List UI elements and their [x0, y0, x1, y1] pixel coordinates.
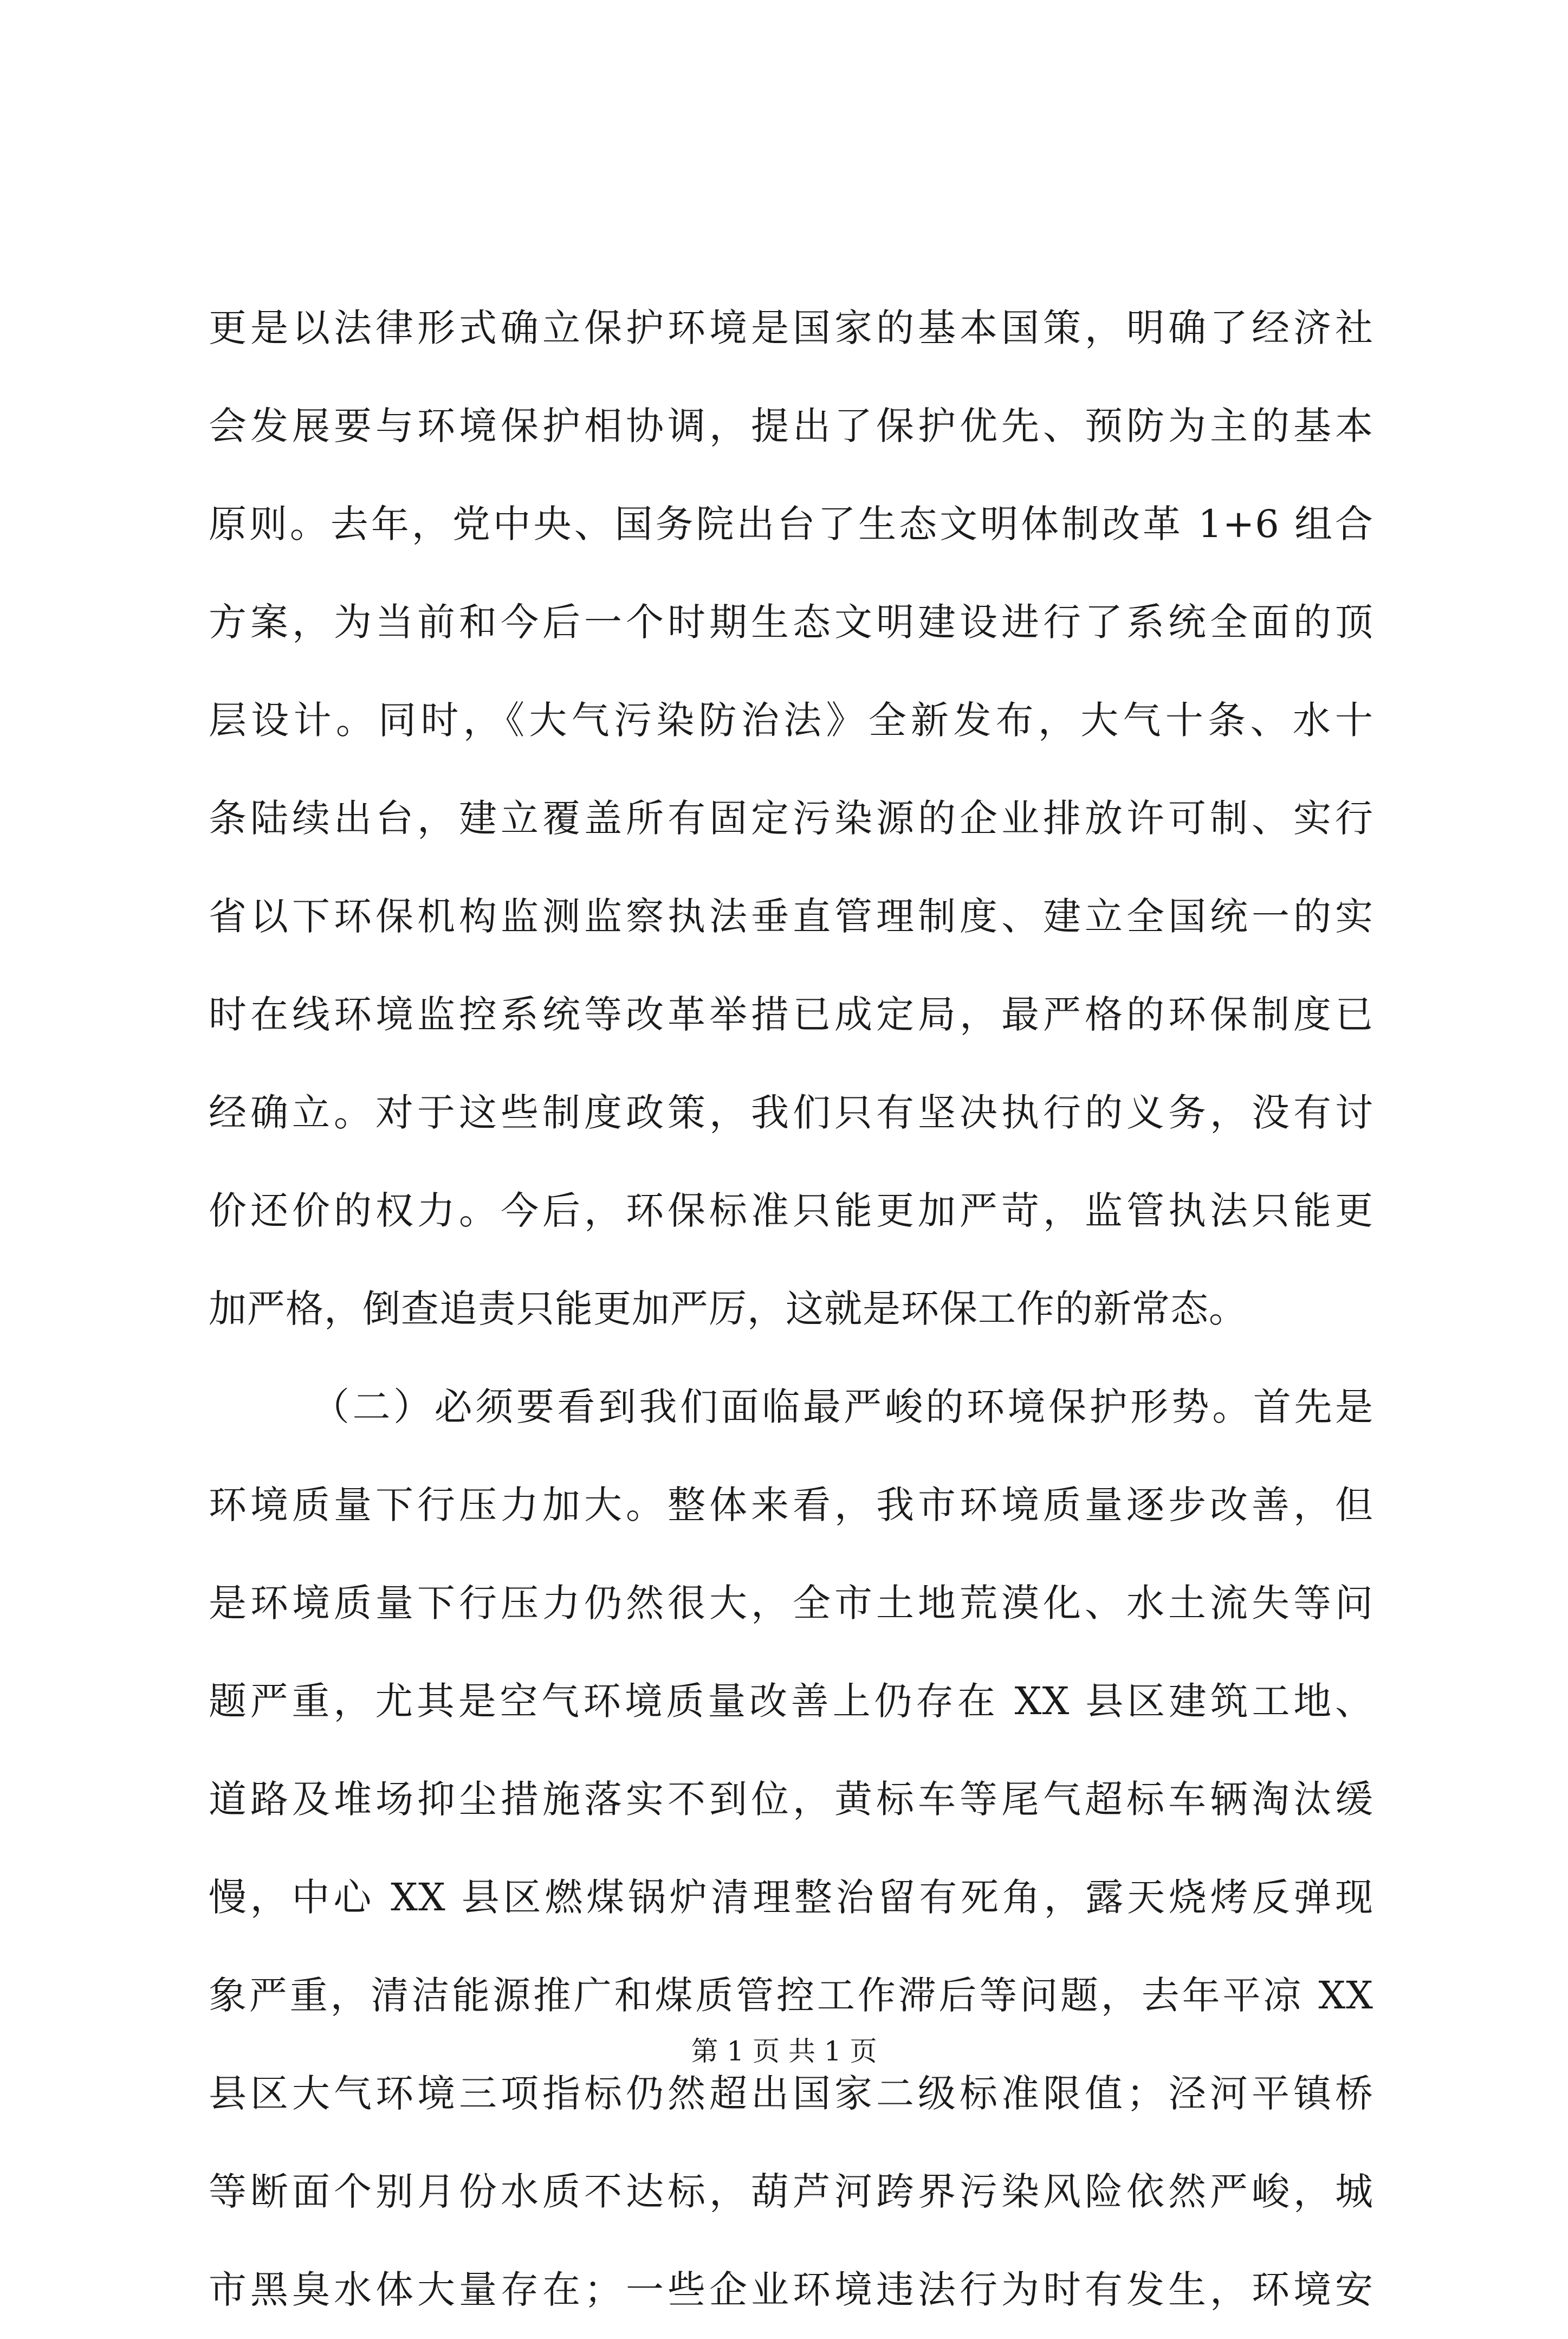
paragraph-start-line: （二）必须要看到我们面临最严峻的环境保护形势。首先是	[312, 1385, 1373, 1429]
text-line: 时在线环境监控系统等改革举措已成定局，最严格的环保制度已	[209, 992, 1373, 1037]
page-footer: 第 1 页 共 1 页	[691, 2036, 877, 2067]
text-line: 层设计。同时，《大气污染防治法》全新发布，大气十条、水十	[209, 698, 1373, 742]
text-line: 条陆续出台，建立覆盖所有固定污染源的企业排放许可制、实行	[209, 796, 1373, 841]
text-line: 道路及堆场抑尘措施落实不到位，黄标车等尾气超标车辆淘汰缓	[209, 1777, 1373, 1821]
text-line: 经确立。对于这些制度政策，我们只有坚决执行的义务，没有讨	[209, 1090, 1373, 1135]
text-line: 原则。去年，党中央、国务院出台了生态文明体制改革 1+6 组合	[209, 502, 1373, 546]
text-line: 加严格，倒查追责只能更加严厉，这就是环保工作的新常态。	[209, 1287, 1247, 1331]
text-line: 价还价的权力。今后，环保标准只能更加严苛，监管执法只能更	[209, 1188, 1373, 1233]
text-line: 是环境质量下行压力仍然很大，全市土地荒漠化、水土流失等问	[209, 1581, 1373, 1625]
text-line: 题严重，尤其是空气环境质量改善上仍存在 XX 县区建筑工地、	[209, 1679, 1373, 1723]
text-line: 市黑臭水体大量存在；一些企业环境违法行为时有发生，环境安	[209, 2267, 1373, 2312]
text-line: 等断面个别月份水质不达标，葫芦河跨界污染风险依然严峻，城	[209, 2169, 1373, 2214]
text-line: 象严重，清洁能源推广和煤质管控工作滞后等问题，去年平凉 XX	[209, 1973, 1373, 2018]
text-line: 慢，中心 XX 县区燃煤锅炉清理整治留有死角，露天烧烤反弹现	[209, 1875, 1373, 1920]
text-line: 更是以法律形式确立保护环境是国家的基本国策，明确了经济社	[209, 306, 1373, 350]
text-line: 省以下环保机构监测监察执法垂直管理制度、建立全国统一的实	[209, 894, 1373, 939]
text-line: 环境质量下行压力加大。整体来看，我市环境质量逐步改善，但	[209, 1483, 1373, 1527]
text-line: 方案，为当前和今后一个时期生态文明建设进行了系统全面的顶	[209, 600, 1373, 644]
text-line: 县区大气环境三项指标仍然超出国家二级标准限值；泾河平镇桥	[209, 2071, 1373, 2116]
text-line: 会发展要与环境保护相协调，提出了保护优先、预防为主的基本	[209, 404, 1373, 448]
